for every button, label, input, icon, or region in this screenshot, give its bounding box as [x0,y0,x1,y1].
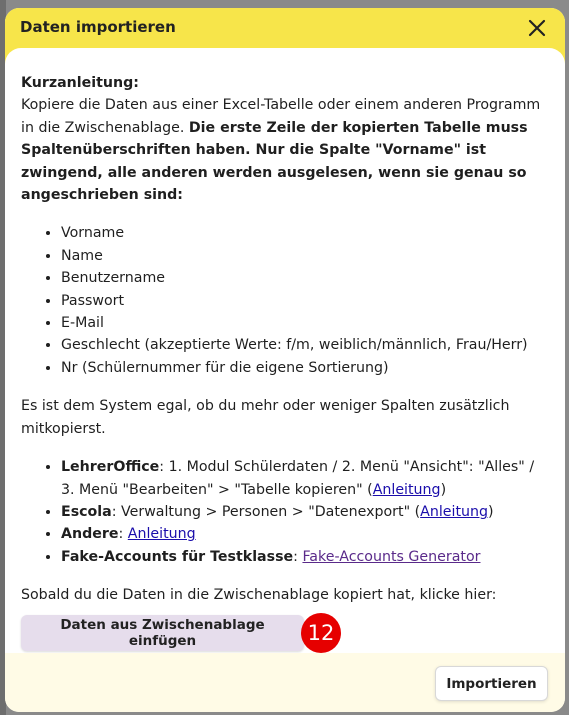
fake-accounts-generator-link[interactable]: Fake-Accounts Generator [302,548,481,565]
system-list [21,456,549,568]
closing-paren: ) [440,481,447,498]
field-item-nr: • Nr (Schülernummer für die eigene Sortierung) [61,357,549,379]
field-list [21,222,549,379]
system-separator: : [293,548,303,565]
system-separator: : [118,526,128,543]
system-name: LehrerOffice [61,459,160,476]
dialog-content [5,48,565,653]
paste-row [21,615,549,655]
close-icon[interactable] [525,16,549,40]
dialog-footer [5,653,565,712]
system-item-escola [61,501,549,523]
field-item-name: • Name [61,245,549,267]
andere-guide-link[interactable]: Anleitung [127,526,196,543]
system-instructions: : 1. Modul Schülerdaten / 2. Menü "Ansicht": "Alles" / 3. Menü "Bearbeiten" > "Tabelle kopieren" ( [61,459,535,498]
system-item-lehreroffice [61,456,549,501]
import-dialog [5,8,565,712]
quick-guide-bold-text: Die erste Zeile der kopierten Tabelle muss Spaltenüberschriften haben. Nur die Spalte "Vorname" ist zwingend, alle anderen werden ausgelesen, wenn sie genau so angeschrieben sind: [21,119,528,204]
dialog-title: Daten importieren [20,18,176,36]
system-item-fake-accounts [61,546,549,568]
system-item-andere [61,523,549,545]
field-item-geschlecht: • Geschlecht (akzeptierte Werte: f/m, weiblich/männlich, Frau/Herr) [61,334,549,356]
closing-paren: ) [488,503,494,520]
step-number-badge: 12 [301,613,341,653]
quick-guide-text: Kopiere die Daten aus einer Excel-Tabelle oder einem anderen Programm in die Zwischenablage. [21,97,541,136]
field-item-benutzername: • Benutzername [61,267,549,289]
system-name: Andere [61,526,119,543]
quick-guide-heading: Kurzanleitung: [21,75,139,91]
system-name: Escola [61,503,112,520]
system-name: Fake-Accounts für Testklasse [61,548,294,565]
import-button[interactable]: Importieren [435,666,548,701]
quick-guide [21,72,549,206]
lehreroffice-guide-link[interactable]: Anleitung [372,481,441,498]
paste-from-clipboard-button[interactable]: Daten aus Zwischenablage einfügen [21,615,304,651]
system-note: Es ist dem System egal, ob du mehr oder weniger Spalten zusätzlich mitkopierst. [21,398,510,437]
paste-instruction: Sobald du die Daten in die Zwischenablage kopiert hat, klicke hier: [21,587,497,604]
escola-guide-link[interactable]: Anleitung [420,503,489,520]
field-item-vorname: • Vorname [61,222,549,244]
system-instructions: : Verwaltung > Personen > "Datenexport" ( [111,503,421,520]
field-item-passwort: • Passwort [61,290,549,312]
field-item-email: • E-Mail [61,312,549,334]
